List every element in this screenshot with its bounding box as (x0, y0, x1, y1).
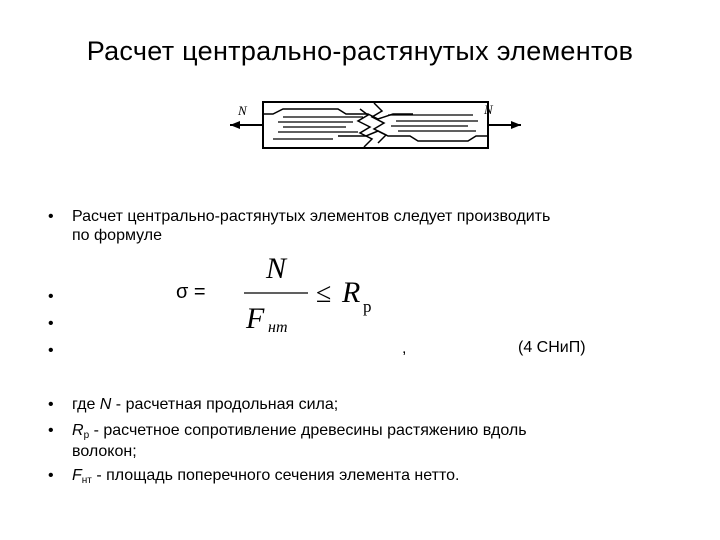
tension-element-diagram (228, 95, 523, 155)
bullet-marker: • (48, 208, 54, 225)
page-title: Расчет центрально-растянутых элементов (86, 36, 634, 66)
definition-f (72, 466, 692, 487)
right-arrowhead (511, 121, 521, 129)
formula-denominator: F (246, 302, 265, 335)
definition-f-sub: нт (81, 475, 92, 486)
formula-rhs-sub: р (363, 297, 372, 316)
formula-comma: , (402, 340, 407, 357)
force-label-left: N (238, 103, 247, 118)
definition-f-symbol: F (72, 467, 82, 484)
bullet-marker: • (48, 396, 54, 413)
formula-lhs: σ = (176, 281, 206, 303)
intro-line-2: по формуле (72, 227, 163, 244)
definition-r-sub: р (83, 430, 90, 441)
definition-r-line-2: волокон; (72, 443, 137, 460)
break-zigzag-2 (372, 103, 386, 143)
intro-text (72, 207, 692, 245)
bullet-marker: • (48, 467, 54, 484)
definition-r-line-1 (72, 421, 692, 442)
intro-line-1: Расчет центрально-растянутых элементов следует производить (72, 208, 551, 225)
force-label-right: N (484, 102, 493, 117)
bullet-marker: • (48, 422, 54, 439)
formula-rhs: R (342, 276, 361, 309)
definition-f-text: - площадь поперечного сечения элемента нетто. (91, 467, 460, 484)
definition-r-text-1: - расчетное сопротивление древесины растяжению вдоль (89, 422, 527, 439)
formula-denominator-sub: нт (268, 319, 288, 336)
formula (236, 248, 396, 340)
definition-n-symbol: N (99, 396, 112, 413)
definition-r (72, 421, 692, 461)
left-arrowhead (230, 121, 240, 129)
definition-r-symbol: R (72, 422, 84, 439)
definition-n (72, 395, 692, 414)
formula-relation: ≤ (316, 278, 332, 309)
formula-numerator: N (266, 252, 287, 285)
formula-reference: (4 СНиП) (518, 339, 586, 356)
definition-n-text: - расчетная продольная сила; (111, 396, 339, 413)
bullet-marker: • (48, 315, 54, 332)
definition-n-prefix: где (72, 396, 100, 413)
bullet-marker: • (48, 342, 54, 359)
bullet-marker: • (48, 288, 54, 305)
